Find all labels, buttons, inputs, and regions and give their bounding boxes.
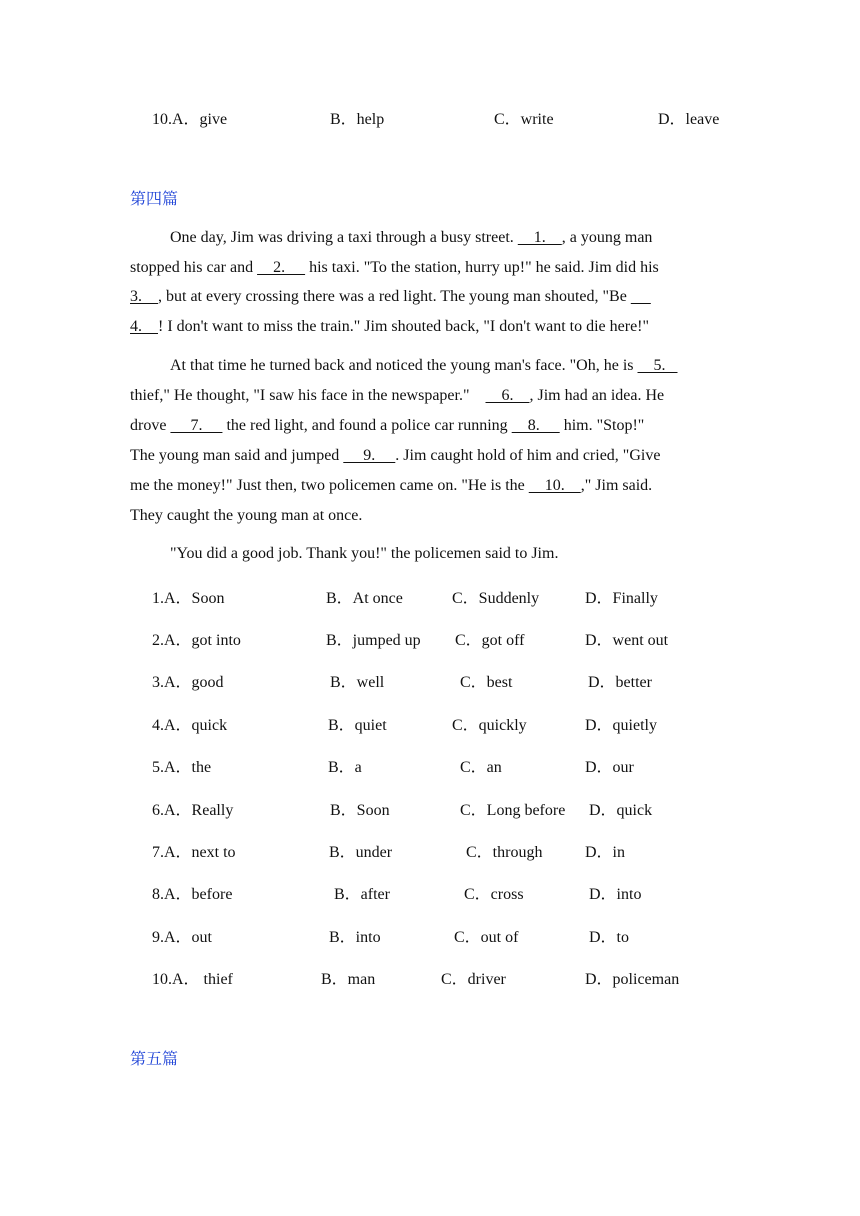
option-c: C．best — [460, 674, 513, 691]
passage-line: stopped his car and 2. his taxi. "To the station, hurry up!" he said. Jim did his — [130, 259, 659, 276]
option-a: 7.A．next to — [152, 844, 236, 861]
option-d: D．to — [589, 929, 630, 946]
option-d: D．went out — [585, 632, 669, 649]
option-a: 2.A．got into — [152, 632, 241, 649]
option-d: D．better — [588, 674, 652, 691]
blank-1: 1. — [517, 229, 562, 246]
passage-paragraph-3: "You did a good job. Thank you!" the policemen said to Jim. — [170, 545, 559, 562]
passage-line: They caught the young man at once. — [130, 507, 363, 524]
option-d: D．our — [585, 759, 634, 776]
option-b: B．into — [329, 929, 381, 946]
passage-line: At that time he turned back and noticed the young man's face. "Oh, he is 5. — [170, 357, 678, 374]
blank-6: 6. — [485, 387, 530, 404]
section-title-5: 第五篇 — [130, 1049, 179, 1068]
option-b: B．man — [321, 971, 376, 988]
option-c: C．cross — [464, 886, 524, 903]
option-c: C．quickly — [452, 717, 527, 734]
option-c: C．Suddenly — [452, 590, 540, 607]
option-d: D．policeman — [585, 971, 680, 988]
option-b: B．a — [328, 759, 362, 776]
passage-line: thief," He thought, "I saw his face in the newspaper." 6. , Jim had an idea. He — [130, 387, 665, 404]
option-c: C．got off — [455, 632, 525, 649]
option-b: B．under — [329, 844, 393, 861]
option-a: 9.A．out — [152, 929, 213, 946]
option-d: D．quick — [589, 802, 653, 819]
option-c: C．driver — [441, 971, 506, 988]
blank-10: 10. — [528, 477, 581, 494]
option-c: C．an — [460, 759, 502, 776]
blank-5: 5. — [637, 357, 678, 374]
option-c: C．write — [494, 111, 554, 128]
option-b: B．quiet — [328, 717, 387, 734]
blank-8: 8. — [511, 417, 560, 434]
option-b: B．help — [330, 111, 385, 128]
blank-9: 9. — [343, 447, 396, 464]
option-d: D．Finally — [585, 590, 658, 607]
option-a: 3.A．good — [152, 674, 224, 691]
option-a: 1.A．Soon — [152, 590, 225, 607]
option-c: C．out of — [454, 929, 519, 946]
option-a: 5.A．the — [152, 759, 212, 776]
option-b: B．Soon — [330, 802, 390, 819]
option-d: D．in — [585, 844, 626, 861]
passage-line: 3. , but at every crossing there was a red light. The young man shouted, "Be — [130, 288, 627, 305]
passage-line: drove 7. the red light, and found a police car running 8. him. "Stop!" — [130, 417, 645, 434]
option-b: B．At once — [326, 590, 403, 607]
option-c: C．through — [466, 844, 543, 861]
blank-3: 3. — [130, 288, 158, 305]
option-b: B．after — [334, 886, 390, 903]
option-a: 6.A．Really — [152, 802, 234, 819]
blank-2: 2. — [257, 259, 306, 276]
option-b: B．jumped up — [326, 632, 421, 649]
option-b: B．well — [330, 674, 385, 691]
blank-4: 4. — [130, 318, 158, 335]
blank-7: 7. — [170, 417, 223, 434]
option-a: 10.A． thief — [152, 971, 233, 988]
passage-line: One day, Jim was driving a taxi through a busy street. 1. , a young man — [170, 229, 653, 246]
option-a: 8.A．before — [152, 886, 233, 903]
option-a: 4.A．quick — [152, 717, 228, 734]
option-c: C．Long before — [460, 802, 566, 819]
passage-line: 4. ! I don't want to miss the train." Jim shouted back, "I don't want to die here!" — [130, 318, 650, 335]
passage-line: me the money!" Just then, two policemen came on. "He is the 10. ," Jim said. — [130, 477, 653, 494]
option-d: D．leave — [658, 111, 720, 128]
option-a: 10.A．give — [152, 111, 228, 128]
section-title-4: 第四篇 — [130, 189, 179, 208]
option-d: D．into — [589, 886, 642, 903]
option-d: D．quietly — [585, 717, 657, 734]
passage-line: The young man said and jumped 9. . Jim caught hold of him and cried, "Give — [130, 447, 661, 464]
